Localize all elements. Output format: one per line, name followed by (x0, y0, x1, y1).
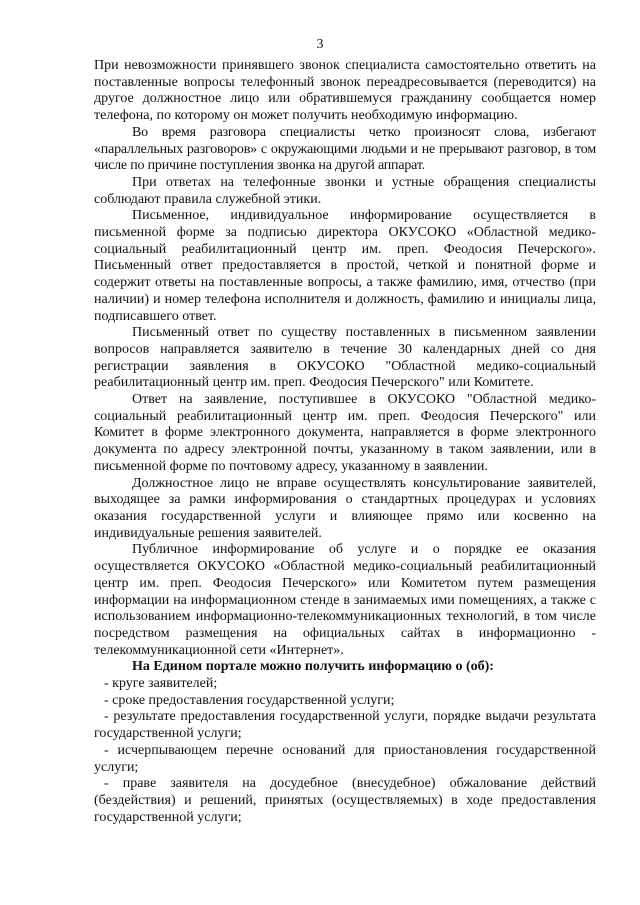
paragraph-service-ethics: При ответах на телефонные звонки и устные обращения специалисты соблюдают правила служебной этики. (94, 174, 596, 207)
paragraph-written-answer-term: Письменный ответ по существу поставленных в письменном заявлении вопросов направляется заявителю в течение 30 календарных дней со дня регистрации заявления в ОКУСОКО "Областной медико-социальный реабилитационный центр им. преп. Феодосия Печерского" или Комитете. (94, 325, 596, 391)
portal-list-item: - сроке предоставления государственной услуги; (104, 692, 395, 708)
portal-list-item: - круге заявителей; (104, 676, 218, 692)
document-body (94, 58, 596, 826)
paragraph-consulting-limits: Должностное лицо не вправе осуществлять консультирование заявителей, выходящее за рамки информирования о стандартных процедурах и условиях оказания государственной услуги и влияющее прямо или косвенно на индивидуальные решения заявителей. (94, 475, 596, 541)
paragraph-written-informing: Письменное, индивидуальное информирование осуществляется в письменной форме за подписью директора ОКУСОКО «Областной медико-социальный реабилитационный центр им. преп. Феодосия Печерского». Письменный ответ предоставляется в простой, четкой и понятной форме и содержит ответы на поставленные вопросы, а также фамилию, имя, отчество (при наличии) и номер телефона исполнителя и должность, фамилию и инициалы лица, подписавшего ответ. (94, 208, 596, 324)
portal-list-item: - результате предоставления государственной услуги, порядке выдачи результата государственной услуги; (94, 709, 596, 742)
page-number: 3 (316, 37, 324, 52)
portal-list-item: - праве заявителя на досудебное (внесудебное) обжалование действий (бездействия) и решений, принятых (осуществляемых) в ходе предоставления государственной услуги; (94, 776, 596, 825)
paragraph-conversation-rules: Во время разговора специалисты четко произносят слова, избегают «параллельных разговоров» с окружающими людьми и не прерывают разговор, в том числе по причине поступления звонка на другой аппарат. (94, 124, 596, 174)
portal-list-item: - исчерпывающем перечне оснований для приостановления государственной услуги; (94, 742, 596, 775)
paragraph-call-redirect: При невозможности принявшего звонок специалиста самостоятельно ответить на поставленные вопросы телефонный звонок переадресовывается (переводится) на другое должностное лицо или обратившемуся гражданину сообщается номер телефона, по которому он может получить необходимую информацию. (94, 58, 596, 124)
portal-heading: На Едином портале можно получить информацию о (об): (132, 659, 494, 675)
paragraph-public-informing: Публичное информирование об услуге и о порядке ее оказания осуществляется ОКУСОКО «Областной медико-социальный реабилитационный центр им. преп. Феодосия Печерского» или Комитетом путем размещения информации на информационном стенде в занимаемых ими помещениях, а также с использованием информационно-телекоммуникационных технологий, в том числе посредством размещения на официальных сайтах в информационно - телекоммуникационной сети «Интернет». (94, 542, 596, 658)
paragraph-electronic-answer: Ответ на заявление, поступившее в ОКУСОКО "Областной медико-социальный реабилитационный центр им. преп. Феодосия Печерского" или Комитет в форме электронного документа, направляется в форме электронного документа по адресу электронной почты, указанному в таком заявлении, или в письменной форме по почтовому адресу, указанному в заявлении. (94, 392, 596, 474)
